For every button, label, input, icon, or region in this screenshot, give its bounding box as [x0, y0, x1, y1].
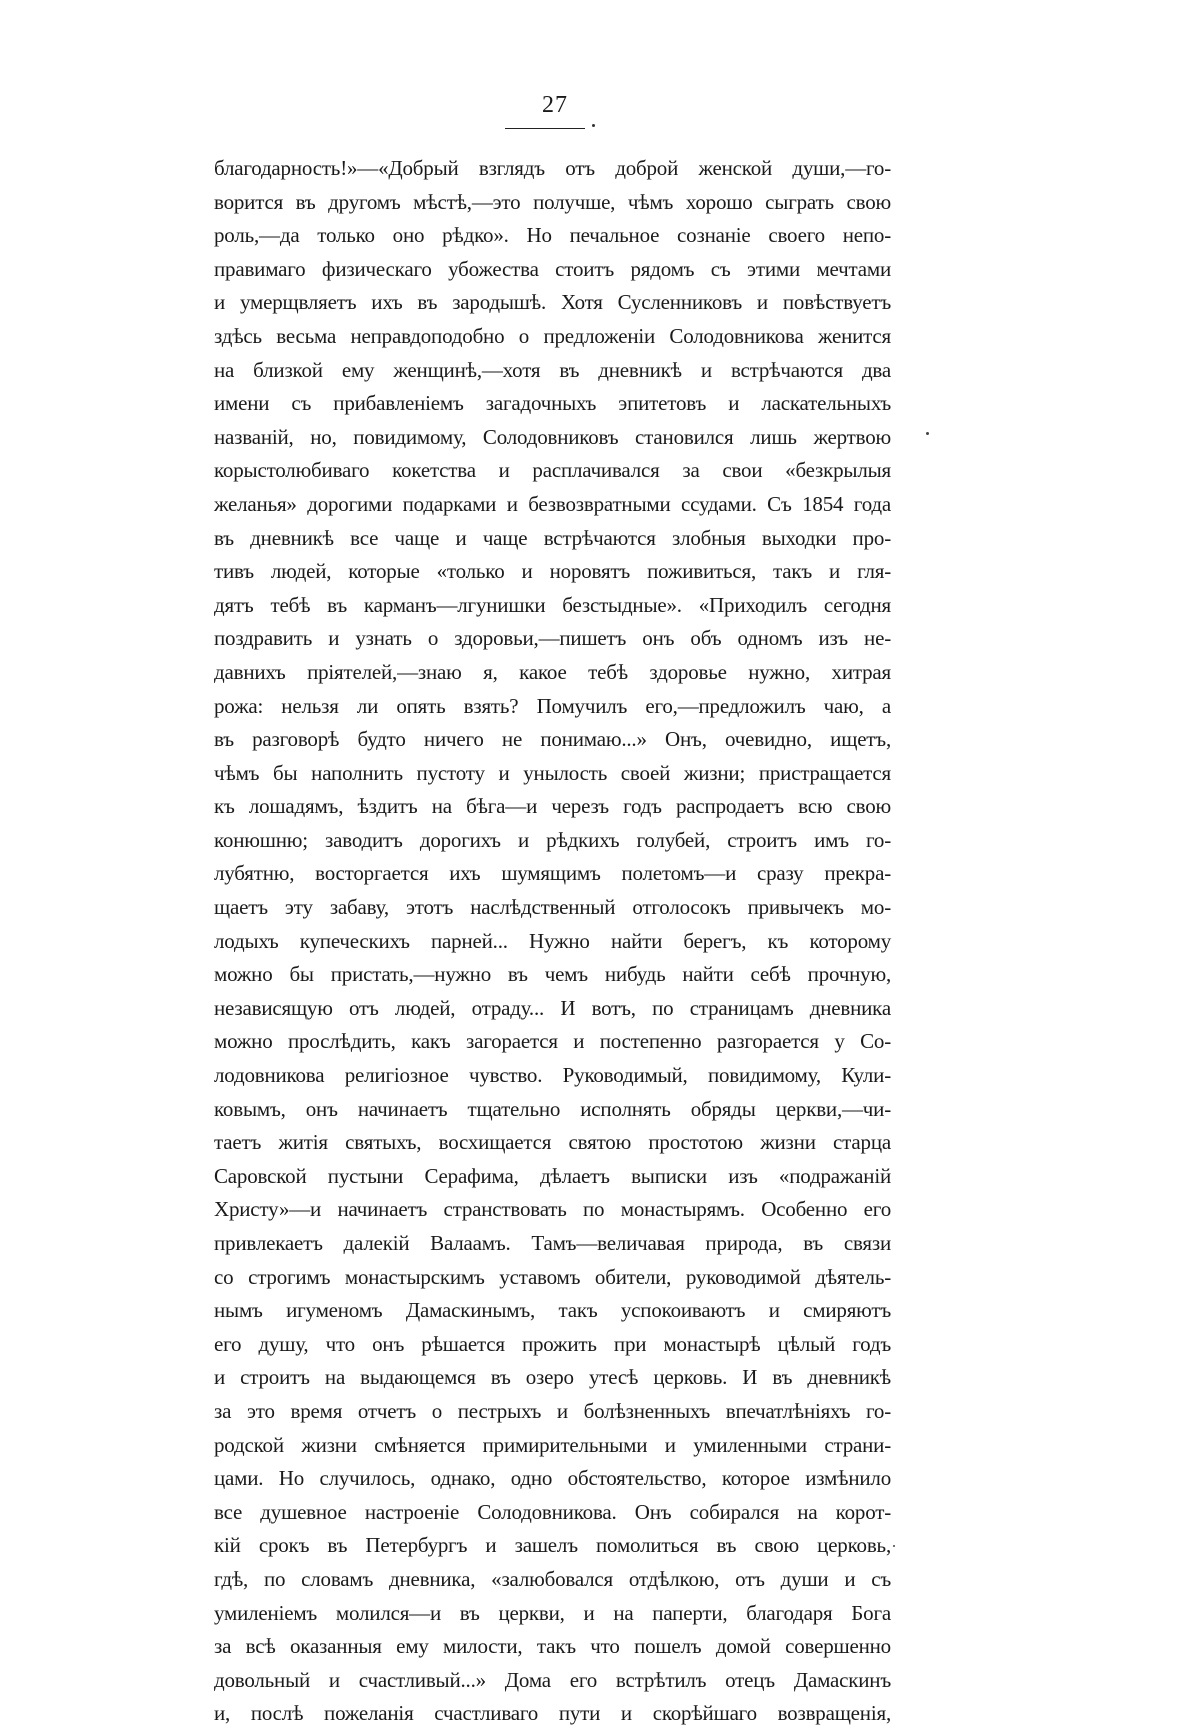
text-line: нымъ игуменомъ Дамаскинымъ, такъ успокоиваютъ и смиряютъ: [214, 1298, 891, 1323]
text-line: умиленіемъ молился—и въ церкви, и на паперти, благодаря Бога: [214, 1600, 891, 1625]
text-line: чѣмъ бы наполнить пустоту и унылость своей жизни; пристращается: [214, 760, 891, 785]
text-line: ковымъ, онъ начинаетъ тщательно исполнять обряды церкви,—чи-: [214, 1096, 891, 1121]
text-line: желанья» дорогими подарками и безвозвратными ссудами. Съ 1854 года: [214, 491, 891, 516]
text-line: и строитъ на выдающемся въ озеро утесѣ церковь. И въ дневникѣ: [214, 1365, 891, 1390]
text-line: давнихъ пріятелей,—знаю я, какое тебѣ здоровье нужно, хитрая: [214, 659, 891, 684]
text-line: и умерщвляетъ ихъ въ зародышѣ. Хотя Сусленниковъ и повѣствуетъ: [214, 290, 891, 315]
text-line: таетъ житія святыхъ, восхищается святою простотою жизни старца: [214, 1130, 891, 1155]
text-line: кій срокъ въ Петербургъ и зашелъ помолиться въ свою церковь,: [214, 1533, 891, 1558]
text-line: названій, но, повидимому, Солодовниковъ становился лишь жертвою: [214, 424, 891, 449]
text-line: корыстолюбиваго кокетства и расплачивался за свои «безкрылыя: [214, 458, 891, 483]
text-line: и, послѣ пожеланія счастливаго пути и скорѣйшаго возвращенія,: [214, 1701, 891, 1726]
text-line: Саровской пустыни Серафима, дѣлаетъ выписки изъ «подражаній: [214, 1163, 891, 1188]
text-line: дятъ тебѣ въ карманъ—лгунишки безстыдные». «Приходилъ сегодня: [214, 592, 891, 617]
text-line: гдѣ, по словамъ дневника, «залюбовался отдѣлкою, отъ души и съ: [214, 1566, 891, 1591]
text-line: поздравить и узнать о здоровьи,—пишетъ онъ объ одномъ изъ не-: [214, 626, 891, 651]
body-text: [214, 152, 891, 1731]
header-rule: [505, 128, 585, 129]
text-line: правимаго физическаго убожества стоитъ рядомъ съ этими мечтами: [214, 256, 891, 281]
text-line: конюшню; заводитъ дорогихъ и рѣдкихъ голубей, строитъ имъ го-: [214, 827, 891, 852]
text-line: рожа: нельзя ли опять взять? Помучилъ его,—предложилъ чаю, а: [214, 693, 891, 718]
text-line: привлекаетъ далекій Валаамъ. Тамъ—величавая природа, въ связи: [214, 1231, 891, 1255]
header-rule-dot: [592, 124, 595, 127]
text-line: тивъ людей, которые «только и норовятъ поживиться, такъ и гля-: [214, 559, 891, 584]
margin-speck: [893, 1545, 895, 1547]
text-line: лодовникова религіозное чувство. Руководимый, повидимому, Кули-: [214, 1063, 891, 1088]
text-line: родской жизни смѣняется примирительными и умиленными страни-: [214, 1432, 891, 1457]
text-line: независящую отъ людей, отраду... И вотъ, по страницамъ дневника: [214, 995, 891, 1020]
text-line: благодарность!»—«Добрый взглядъ отъ доброй женской души,—го-: [214, 156, 891, 180]
text-line: довольный и счастливый...» Дома его встрѣтилъ отецъ Дамаскинъ: [214, 1667, 891, 1692]
text-line: къ лошадямъ, ѣздитъ на бѣга—и черезъ годъ распродаетъ всю свою: [214, 794, 891, 819]
text-line: его душу, что онъ рѣшается прожить при монастырѣ цѣлый годъ: [214, 1331, 891, 1356]
margin-speck: [926, 432, 929, 435]
text-line: цами. Но случилось, однако, одно обстоятельство, которое измѣнило: [214, 1466, 891, 1491]
text-line: щаетъ эту забаву, этотъ наслѣдственный отголосокъ привычекъ мо-: [214, 895, 891, 920]
text-line: за всѣ оказанныя ему милости, такъ что пошелъ домой совершенно: [214, 1634, 891, 1659]
text-line: лодыхъ купеческихъ парней... Нужно найти берегъ, къ которому: [214, 928, 891, 953]
text-line: на близкой ему женщинѣ,—хотя въ дневникѣ и встрѣчаются два: [214, 357, 891, 382]
text-line: роль,—да только оно рѣдко». Но печальное сознаніе своего непо-: [214, 223, 891, 248]
text-line: со строгимъ монастырскимъ уставомъ обители, руководимой дѣятель-: [214, 1264, 891, 1289]
text-line: можно прослѣдить, какъ загорается и постепенно разгорается у Со-: [214, 1029, 891, 1054]
text-line: за это время отчетъ о пестрыхъ и болѣзненныхъ впечатлѣніяхъ го-: [214, 1398, 891, 1423]
text-line: въ дневникѣ все чаще и чаще встрѣчаются злобныя выходки про-: [214, 525, 891, 550]
text-line: въ разговорѣ будто ничего не понимаю...» Онъ, очевидно, ищетъ,: [214, 727, 891, 752]
page-number: 27: [542, 92, 568, 118]
text-line: Христу»—и начинаетъ странствовать по монастырямъ. Особенно его: [214, 1197, 891, 1222]
text-line: все душевное настроеніе Солодовникова. Онъ собирался на корот-: [214, 1499, 891, 1524]
text-line: имени съ прибавленіемъ загадочныхъ эпитетовъ и ласкательныхъ: [214, 391, 891, 416]
text-line: здѣсь весьма неправдоподобно о предложеніи Солодовникова женится: [214, 323, 891, 348]
text-line: можно бы пристать,—нужно въ чемъ нибудь найти себѣ прочную,: [214, 962, 891, 987]
text-line: ворится въ другомъ мѣстѣ,—это получше, чѣмъ хорошо сыграть свою: [214, 189, 891, 214]
text-line: лубятню, восторгается ихъ шумящимъ полетомъ—и сразу прекра-: [214, 861, 891, 886]
